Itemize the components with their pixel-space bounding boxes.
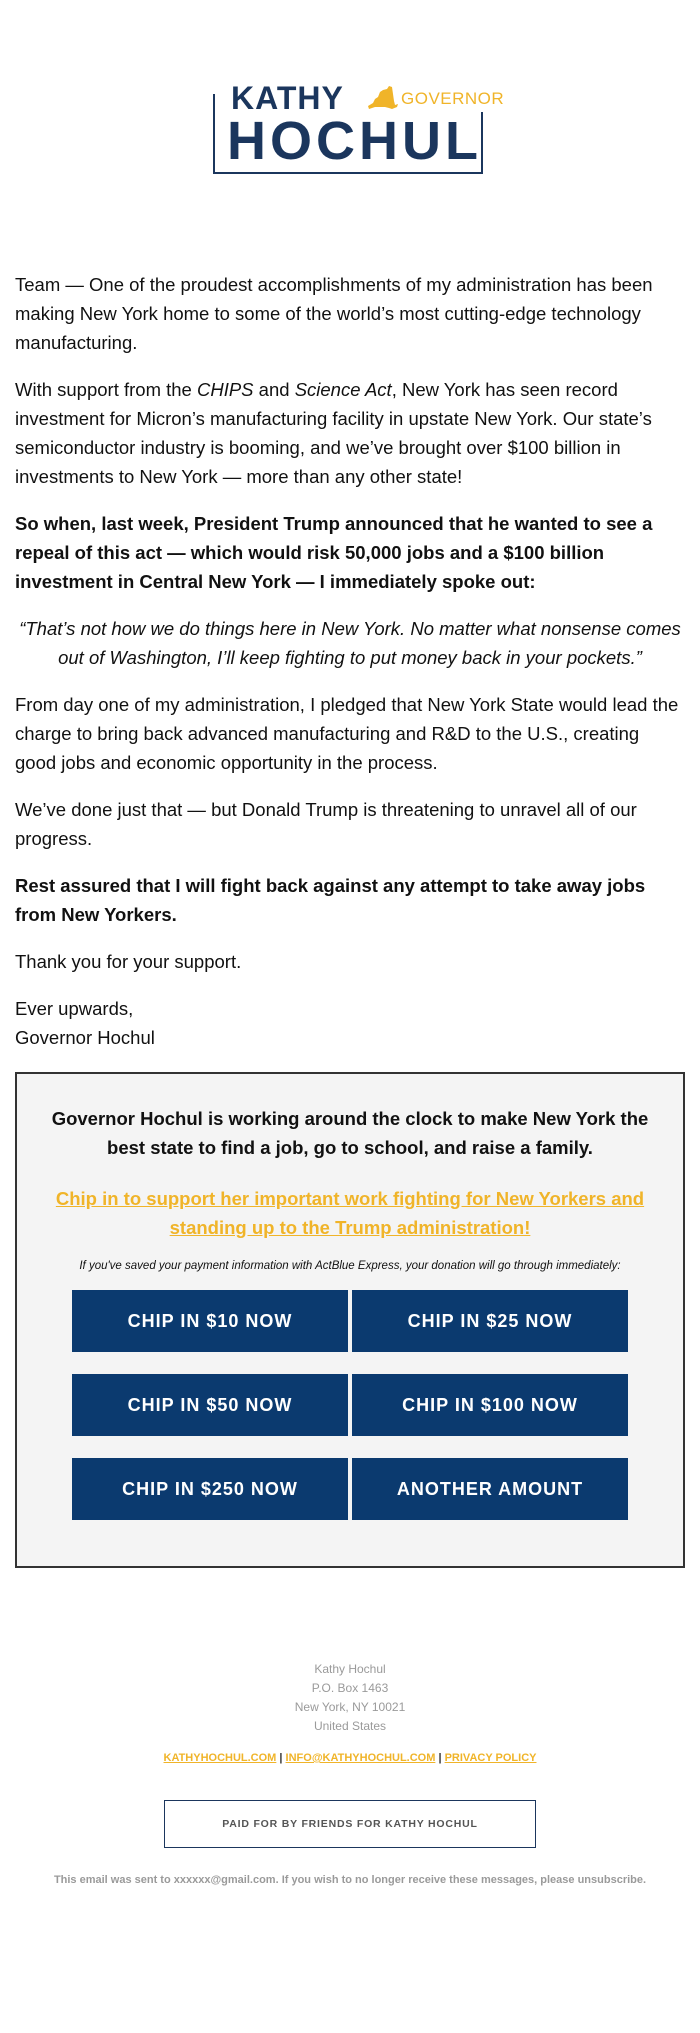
signoff: Ever upwards,	[15, 998, 134, 1019]
logo-kathy-text: KATHY	[227, 80, 348, 116]
chips-text: CHIPS	[196, 379, 254, 400]
text-span: With support from the	[15, 379, 197, 400]
chip-in-100-button[interactable]: CHIP IN $100 NOW	[352, 1374, 628, 1436]
footer-city: New York, NY 10021	[294, 1700, 406, 1714]
new-york-state-icon	[365, 84, 399, 114]
donation-cta-link[interactable]: Chip in to support her important work fighting for New Yorkers and standing up to the Trump administration!	[55, 1188, 645, 1238]
footer-po-box: P.O. Box 1463	[311, 1681, 389, 1695]
paragraph-progress: We’ve done just that — but Donald Trump is threatening to unravel all of our progress.	[15, 799, 637, 849]
signature: Governor Hochul	[15, 1027, 155, 1048]
science-act-text: Science Act	[294, 379, 392, 400]
footer-links	[0, 1752, 700, 1764]
unsubscribe-text[interactable]: This email was sent to xxxxxx@gmail.com. If you wish to no longer receive these messages, please unsubscribe.	[53, 1874, 647, 1886]
actblue-note: If you've saved your payment information with ActBlue Express, your donation will go through immediately:	[79, 1260, 621, 1272]
governor-quote: “That’s not how we do things here in New York. No matter what nonsense comes out of Washington, I’ll keep fighting to put money back in your pockets.”	[19, 618, 681, 668]
paragraph-pledge: From day one of my administration, I pledged that New York State would lead the charge to bring back advanced manufacturing and R&D to the U.S., creating good jobs and economic opportunity in the process.	[15, 694, 679, 773]
paragraph-trump-repeal: So when, last week, President Trump announced that he wanted to see a repeal of this act — which would risk 50,000 jobs and a $100 billion investment in Central New York — I immediately spoke out:	[15, 513, 653, 592]
paragraph-thanks: Thank you for your support.	[15, 951, 242, 972]
website-link[interactable]: KATHYHOCHUL.COM	[163, 1752, 277, 1764]
link-separator: |	[438, 1752, 442, 1764]
chip-in-10-button[interactable]: CHIP IN $10 NOW	[72, 1290, 348, 1352]
email-body	[15, 270, 685, 1070]
footer-name: Kathy Hochul	[314, 1662, 386, 1676]
campaign-logo	[213, 80, 505, 176]
email-link[interactable]: INFO@KATHYHOCHUL.COM	[285, 1752, 436, 1764]
paragraph-chips	[15, 375, 685, 491]
privacy-policy-link[interactable]: PRIVACY POLICY	[444, 1752, 537, 1764]
footer-address	[0, 1660, 700, 1736]
text-span: and	[253, 379, 295, 400]
logo-governor-text: GOVERNOR	[399, 86, 510, 112]
paid-for-box: PAID FOR BY FRIENDS FOR KATHY HOCHUL	[164, 1800, 536, 1848]
footer-country: United States	[313, 1719, 387, 1733]
signoff-block	[15, 994, 685, 1052]
logo-hochul-text: HOCHUL	[227, 111, 482, 171]
donation-headline: Governor Hochul is working around the clock to make New York the best state to find a job, go to school, and raise a family.	[51, 1108, 649, 1158]
chip-in-250-button[interactable]: CHIP IN $250 NOW	[72, 1458, 348, 1520]
link-separator: |	[279, 1752, 283, 1764]
paragraph-intro: Team — One of the proudest accomplishments of my administration has been making New York home to some of the world’s most cutting-edge technology manufacturing.	[15, 274, 653, 353]
chip-in-25-button[interactable]: CHIP IN $25 NOW	[352, 1290, 628, 1352]
another-amount-button[interactable]: ANOTHER AMOUNT	[352, 1458, 628, 1520]
paragraph-fight-back: Rest assured that I will fight back against any attempt to take away jobs from New Yorkers.	[15, 875, 646, 925]
text-span: , New York has seen record investment for Micron’s manufacturing facility in upstate New York. Our state’s semiconductor industry is booming, and we’ve brought over $100 billion in investments to New York — more than any other state!	[15, 379, 652, 487]
chip-in-50-button[interactable]: CHIP IN $50 NOW	[72, 1374, 348, 1436]
donation-box	[15, 1072, 685, 1568]
